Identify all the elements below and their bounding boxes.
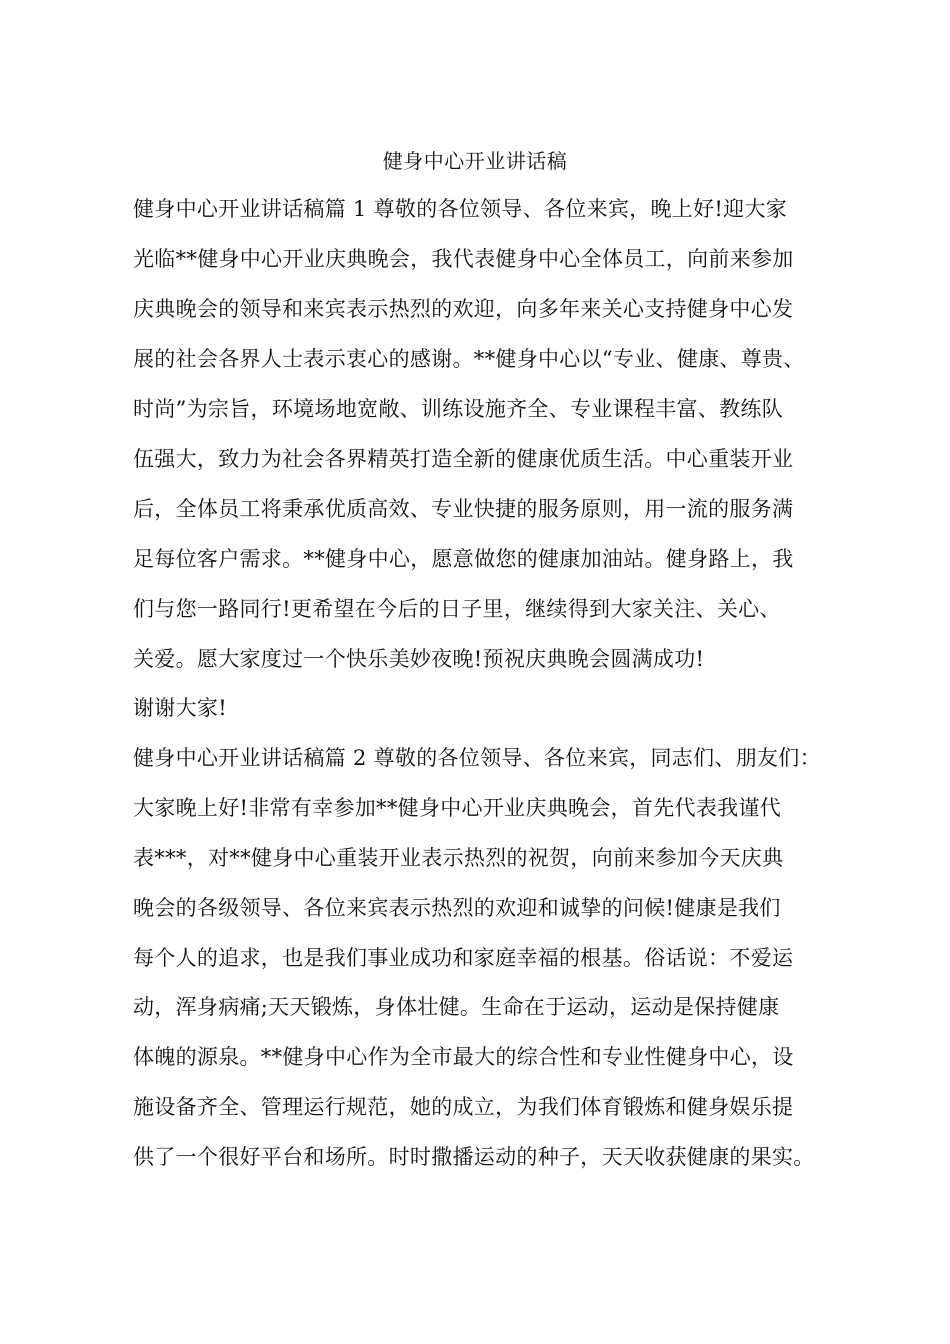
body-line: 们与您一路同行!更希望在今后的日子里，继续得到大家关注、关心、 — [133, 597, 781, 621]
body-line: 健身中心开业讲话稿篇 1 尊敬的各位领导、各位来宾，晚上好!迎大家 — [133, 197, 788, 221]
body-line: 每个人的追求，也是我们事业成功和家庭幸福的根基。俗话说：不爱运 — [133, 946, 794, 970]
body-line: 体魄的源泉。**健身中心作为全市最大的综合性和专业性健身中心，设 — [133, 1045, 794, 1069]
body-line: 足每位客户需求。**健身中心，愿意做您的健康加油站。健身路上，我 — [133, 547, 794, 571]
body-line: 关爱。愿大家度过一个快乐美妙夜晚!预祝庆典晚会圆满成功! — [133, 647, 705, 671]
body-line: 动，浑身病痛;天天锻炼，身体壮健。生命在于运动，运动是保持健康 — [133, 995, 780, 1019]
closing-line: 谢谢大家! — [133, 696, 227, 720]
body-line: 施设备齐全、管理运行规范，她的成立，为我们体育锻炼和健身娱乐提 — [133, 1095, 794, 1119]
body-line: 后，全体员工将秉承优质高效、专业快捷的服务原则，用一流的服务满 — [133, 497, 794, 521]
body-line: 光临**健身中心开业庆典晚会，我代表健身中心全体员工，向前来参加 — [133, 247, 794, 271]
body-line: 晚会的各级领导、各位来宾表示热烈的欢迎和诚挚的问候!健康是我们 — [133, 896, 781, 920]
body-line: 大家晚上好!非常有幸参加**健身中心开业庆典晚会，首先代表我谨代 — [133, 796, 782, 820]
body-line: 展的社会各界人士表示衷心的感谢。**健身中心以“专业、健康、尊贵、 — [133, 347, 805, 371]
body-line: 时尚”为宗旨，环境场地宽敞、训练设施齐全、专业课程丰富、教练队 — [133, 397, 784, 421]
body-line: 表***，对**健身中心重装开业表示热烈的祝贺，向前来参加今天庆典 — [133, 846, 784, 870]
document-title: 健身中心开业讲话稿 — [382, 149, 568, 173]
body-line: 供了一个很好平台和场所。时时撒播运动的种子，天天收获健康的果实。 — [133, 1145, 815, 1169]
body-line: 庆典晚会的领导和来宾表示热烈的欢迎，向多年来关心支持健身中心发 — [133, 297, 794, 321]
body-line: 健身中心开业讲话稿篇 2 尊敬的各位领导、各位来宾，同志们、朋友们： — [133, 746, 821, 770]
body-line: 伍强大，致力为社会各界精英打造全新的健康优质生活。中心重装开业 — [133, 447, 794, 471]
